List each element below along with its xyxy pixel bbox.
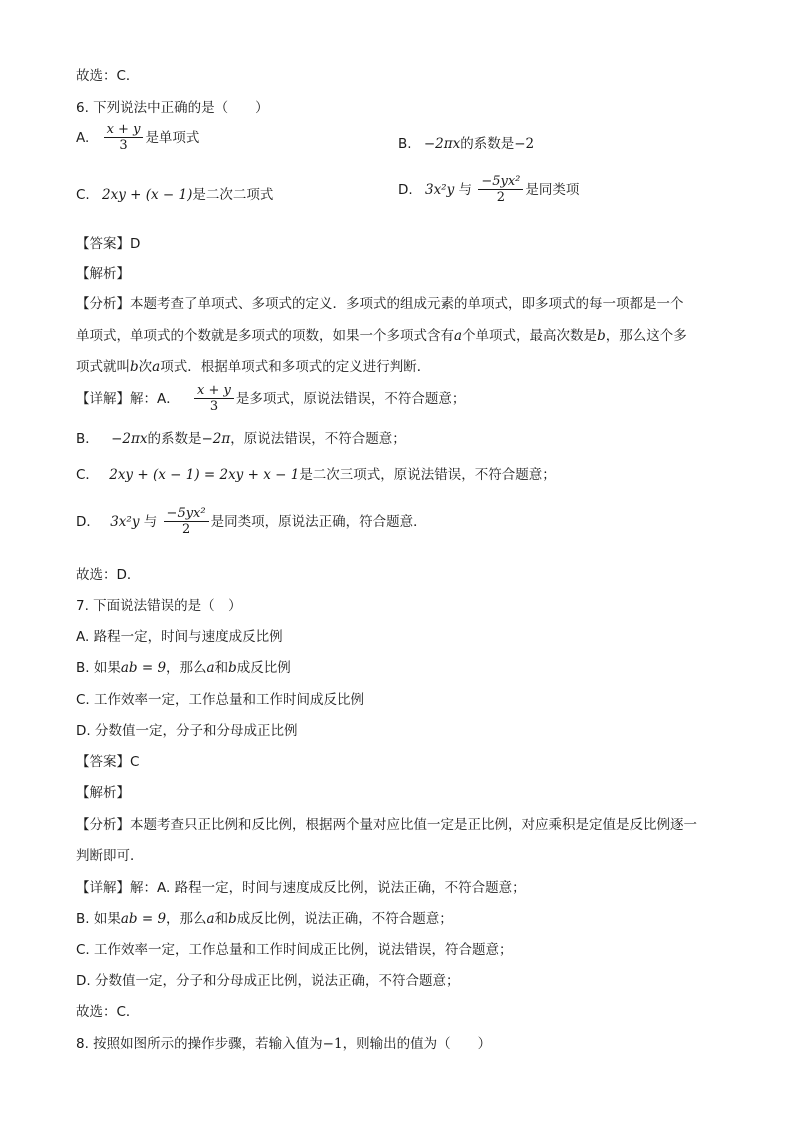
q6-option-d-text: 是同类项 bbox=[525, 182, 580, 198]
q7-detail-b-and: 和 bbox=[214, 911, 229, 927]
q7-detail-b bbox=[76, 907, 453, 927]
q6-detail-b-value: −2π bbox=[201, 431, 231, 447]
q6-analysis-line-2a: 单项式，单项式的个数就是多项式的项数，如果一个多项式含有 bbox=[76, 328, 454, 344]
q7-option-b-and: 和 bbox=[214, 660, 229, 676]
q6-detail-c-label: C． bbox=[76, 467, 99, 483]
q6-analysis-line-1: 【分析】本题考查了单项式、多项式的定义．多项式的组成元素的单项式，即多项式的每一项都是一个 bbox=[76, 296, 684, 312]
q6-option-c-text: 是二次二项式 bbox=[192, 187, 274, 203]
q8-stem bbox=[76, 1032, 491, 1052]
q6-detail-b-mid: 的系数是 bbox=[147, 431, 202, 447]
q7-detail-c: C. 工作效率一定，工作总量和工作时间成正比例，说法错误，符合题意； bbox=[76, 942, 513, 958]
q7-option-b-expression: ab = 9 bbox=[120, 660, 167, 676]
q6-detail-d-expression: 3x²y bbox=[110, 514, 140, 530]
q6-analysis-line-3b: 次 bbox=[138, 359, 153, 375]
q6-detail-a-numerator: x + y bbox=[194, 383, 234, 399]
q6-option-d-fraction bbox=[478, 174, 523, 206]
q6-detail-a-fraction bbox=[194, 383, 234, 415]
q6-option-b-label: B. bbox=[398, 136, 412, 152]
q7-option-c: C. 工作效率一定，工作总量和工作时间成反比例 bbox=[76, 692, 365, 708]
previous-conclusion: 故选：C． bbox=[76, 68, 140, 84]
q6-detail-d-numerator: −5yx² bbox=[164, 506, 209, 522]
q8-stem-prefix: 8. 按照如图所示的操作步骤，若输入值为 bbox=[76, 1036, 323, 1052]
q6-option-b bbox=[398, 132, 534, 152]
q6-detail-b bbox=[76, 427, 406, 447]
q7-detail-a: 【详解】解：A. 路程一定，时间与速度成反比例，说法正确，不符合题意； bbox=[76, 880, 526, 896]
q6-analysis-var-b: b bbox=[597, 328, 606, 344]
q6-detail-d-text: 是同类项，原说法正确，符合题意． bbox=[210, 514, 427, 530]
q6-analysis-var-a: a bbox=[454, 328, 463, 344]
q7-analysis-line-1: 【分析】本题考查只正比例和反比例，根据两个量对应比值一定是正比例，对应乘积是定值是反比例逐一 bbox=[76, 817, 697, 833]
q6-option-d-expression: 3x²y bbox=[424, 182, 455, 198]
q7-stem: 7. 下面说法错误的是（ ） bbox=[76, 598, 242, 614]
q6-detail-b-label: B． bbox=[76, 431, 99, 447]
q6-analysis-line-3a: 项式就叫 bbox=[76, 359, 130, 375]
q6-option-c bbox=[76, 183, 273, 203]
q6-option-a-fraction bbox=[104, 122, 144, 154]
q6-option-d-label: D. bbox=[398, 182, 413, 198]
q7-option-b-tail: 成反比例 bbox=[236, 660, 291, 676]
q6-detail-prefix: 【详解】解：A． bbox=[76, 391, 180, 407]
q6-option-b-expression: −2πx bbox=[423, 136, 461, 152]
q6-detail-b-text: ，原说法错误，不符合题意； bbox=[230, 431, 406, 447]
q7-option-d: D. 分数值一定，分子和分母成正比例 bbox=[76, 723, 298, 739]
q6-option-a bbox=[76, 122, 199, 154]
q7-conclusion: 故选：C． bbox=[76, 1004, 140, 1020]
q6-detail-d-label: D． bbox=[76, 514, 100, 530]
q7-analysis-line-2: 判断即可． bbox=[76, 848, 144, 864]
q6-option-b-value: −2 bbox=[514, 136, 535, 152]
q6-option-a-denominator: 3 bbox=[119, 138, 128, 153]
q6-option-c-expression: 2xy + (x − 1) bbox=[102, 187, 193, 203]
q6-detail-a bbox=[76, 383, 465, 415]
q6-analysis-line-2b: 个单项式，最高次数是 bbox=[462, 328, 598, 344]
q7-option-b-var-a: a bbox=[206, 660, 215, 676]
q6-option-d bbox=[398, 174, 579, 206]
q6-analysis-line-3c: 项式．根据单项式和多项式的定义进行判断． bbox=[160, 359, 431, 375]
q8-stem-suffix: ，则输出的值为（ ） bbox=[342, 1036, 492, 1052]
q6-detail-c bbox=[76, 463, 556, 483]
q6-analysis-var-a-2: a bbox=[152, 359, 161, 375]
q6-analysis-title: 【解析】 bbox=[76, 266, 130, 282]
q7-detail-d: D. 分数值一定，分子和分母成正比例，说法正确，不符合题意； bbox=[76, 973, 460, 989]
q6-option-d-numerator: −5yx² bbox=[478, 174, 523, 190]
q6-answer: 【答案】D bbox=[76, 236, 141, 252]
q6-detail-c-text: 是二次三项式，原说法错误，不符合题意； bbox=[299, 467, 556, 483]
q6-option-a-label: A. bbox=[76, 130, 90, 146]
q6-analysis-line-2 bbox=[76, 324, 687, 344]
q7-detail-b-prefix: B. 如果 bbox=[76, 911, 121, 927]
q6-detail-d-denominator: 2 bbox=[181, 522, 191, 537]
q7-option-b-prefix: B. 如果 bbox=[76, 660, 121, 676]
q6-detail-c-expression: 2xy + (x − 1) = 2xy + x − 1 bbox=[109, 467, 300, 483]
q7-detail-b-expression: ab = 9 bbox=[120, 911, 167, 927]
q7-detail-b-var-b: b bbox=[228, 911, 237, 927]
q7-analysis-title: 【解析】 bbox=[76, 785, 130, 801]
q7-detail-b-mid: ，那么 bbox=[166, 911, 207, 927]
q6-option-b-text: 的系数是 bbox=[460, 136, 515, 152]
q6-conclusion: 故选：D． bbox=[76, 567, 141, 583]
q7-option-b-mid: ，那么 bbox=[166, 660, 207, 676]
q6-detail-d bbox=[76, 506, 427, 538]
q6-option-d-denominator: 2 bbox=[496, 190, 505, 205]
q6-option-c-label: C. bbox=[76, 187, 90, 203]
q7-option-b-var-b: b bbox=[228, 660, 237, 676]
q6-stem: 6. 下列说法中正确的是（ ） bbox=[76, 100, 269, 116]
q7-detail-b-tail: 成反比例，说法正确，不符合题意； bbox=[236, 911, 453, 927]
q6-analysis-line-2c: ，那么这个多 bbox=[605, 328, 687, 344]
q7-answer: 【答案】C bbox=[76, 754, 140, 770]
q7-option-b bbox=[76, 656, 291, 676]
q6-analysis-var-b-2: b bbox=[130, 359, 139, 375]
q6-option-a-numerator: x + y bbox=[104, 122, 144, 138]
q6-detail-a-denominator: 3 bbox=[209, 399, 219, 414]
q6-detail-d-connector: 与 bbox=[143, 514, 158, 530]
q6-option-d-connector: 与 bbox=[458, 182, 473, 198]
q6-analysis-line-3 bbox=[76, 355, 430, 375]
q6-detail-d-fraction bbox=[164, 506, 209, 538]
q7-detail-b-var-a: a bbox=[206, 911, 215, 927]
q6-detail-a-text: 是多项式，原说法错误，不符合题意； bbox=[235, 391, 466, 407]
q6-detail-b-expression: −2πx bbox=[111, 431, 148, 447]
q7-option-a: A. 路程一定，时间与速度成反比例 bbox=[76, 629, 283, 645]
q6-option-a-text: 是单项式 bbox=[145, 130, 200, 146]
q8-input-value: −1 bbox=[322, 1036, 343, 1052]
